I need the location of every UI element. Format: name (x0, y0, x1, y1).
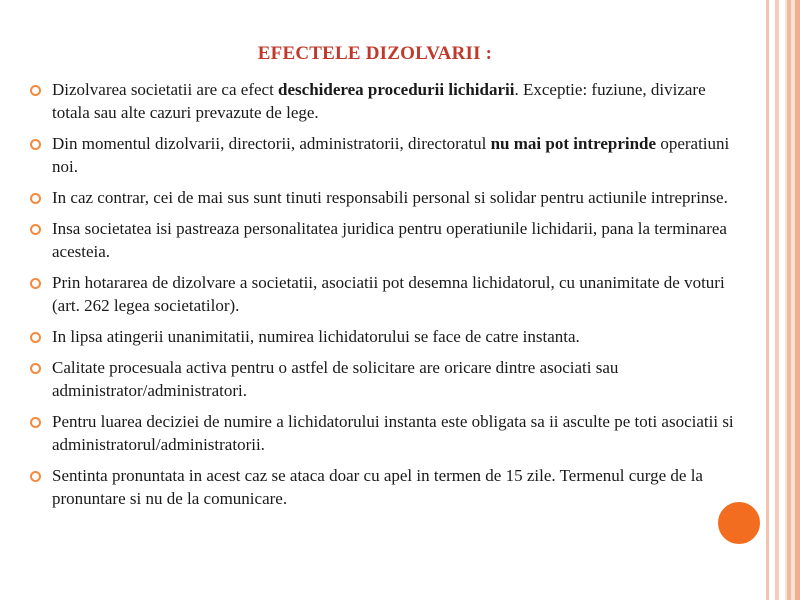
bullet-item (30, 132, 745, 178)
bullet-text: Pentru luarea deciziei de numire a lichidatorului instanta este obligata sa ii asculte pe toti asociatii si administratorul/administratorii. (52, 412, 734, 454)
decorative-stripe (795, 0, 800, 600)
bullet-text: Dizolvarea societatii are ca efect (52, 80, 279, 99)
bullet-text: In caz contrar, cei de mai sus sunt tinuti responsabili personal si solidar pentru actiunile intreprinse. (52, 188, 728, 207)
bullet-icon (30, 85, 41, 96)
bullet-item (30, 325, 745, 348)
bullet-text: Sentinta pronuntata in acest caz se ataca doar cu apel in termen de 15 zile. Termenul curge de la pronuntare si nu de la comunicare. (52, 466, 703, 508)
bullet-text: Insa societatea isi pastreaza personalitatea juridica pentru operatiunile lichidarii, pana la terminarea acesteia. (52, 219, 727, 261)
bullet-list (30, 78, 745, 518)
bullet-text: operatiuni noi. (52, 134, 730, 176)
decorative-stripe (787, 0, 791, 600)
bullet-item (30, 410, 745, 456)
slide-title: EFECTELE DIZOLVARII : (257, 43, 493, 64)
bullet-text: Calitate procesuala activa pentru o astfel de solicitare are oricare dintre asociati sau administrator/administratori. (52, 358, 619, 400)
bullet-item (30, 217, 745, 263)
bullet-item (30, 271, 745, 317)
decorative-stripe (775, 0, 779, 600)
bullet-icon (30, 471, 41, 482)
bullet-icon (30, 193, 41, 204)
bullet-icon (30, 224, 41, 235)
bullet-text: Din momentul dizolvarii, directorii, administratorii, directoratul (52, 134, 491, 153)
bullet-text: . Exceptie: fuziune, divizare totala sau alte cazuri prevazute de lege. (52, 80, 706, 122)
bullet-icon (30, 278, 41, 289)
bullet-text: Prin hotararea de dizolvare a societatii, asociatii pot desemna lichidatorul, cu unanimitate de voturi (art. 262 legea societatilor). (52, 273, 725, 315)
bullet-bold-text: nu mai pot intreprinde (490, 134, 657, 153)
decorative-stripe (766, 0, 769, 600)
bullet-icon (30, 363, 41, 374)
bullet-icon (30, 332, 41, 343)
orange-circle-icon (715, 499, 763, 547)
bullet-icon (30, 139, 41, 150)
bullet-item (30, 186, 745, 209)
bullet-bold-text: deschiderea procedurii lichidarii (278, 80, 515, 99)
bullet-item (30, 464, 745, 510)
bullet-icon (30, 417, 41, 428)
bullet-text: In lipsa atingerii unanimitatii, numirea lichidatorului se face de catre instanta. (52, 327, 580, 346)
bullet-item (30, 78, 745, 124)
bullet-item (30, 356, 745, 402)
